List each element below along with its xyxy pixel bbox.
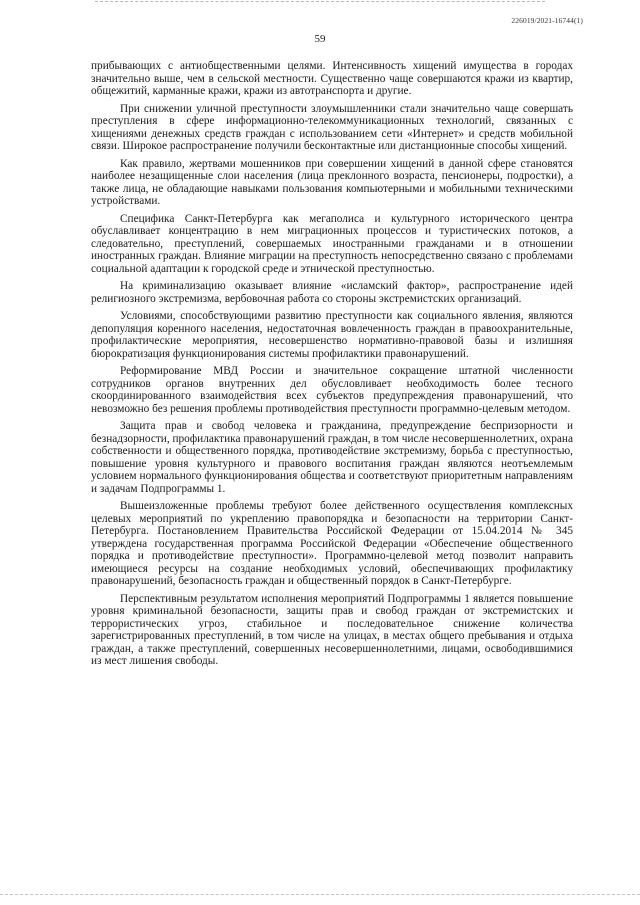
- paragraph: На криминализацию оказывает влияние «исламский фактор», распространение идей религиозного экстремизма, вербовочная работа со стороны экстремистских организаций.: [91, 280, 573, 305]
- paragraph: Защита прав и свобод человека и гражданина, предупреждение беспризорности и безнадзорности, профилактика правонарушений граждан, в том числе несовершеннолетних, охрана собственности и общественного порядка, противодействие экстремизму, борьба с преступностью, повышение уровня культурного и правового воспитания граждан являются неотъемлемым условием нормального функционирования общества и соответствуют приоритетным направлениям и задачам Подпрограммы 1.: [91, 420, 573, 495]
- scan-bottom-rule: [0, 894, 640, 895]
- paragraph: Реформирование МВД России и значительное сокращение штатной численности сотрудников органов внутренних дел обусловливает необходимость более тесного скоординированного взаимодействия всех субъектов предупреждения правонарушений, что невозможно без решения проблемы противодействия преступности программно-целевым методом.: [91, 365, 573, 415]
- document-body: [91, 60, 573, 673]
- scan-top-rule: [95, 1, 545, 2]
- paragraph: При снижении уличной преступности злоумышленники стали значительно чаще совершать преступления в сфере информационно-телекоммуникационных технологий, связанных с хищениями денежных средств граждан с использованием сети «Интернет» и средств мобильной связи. Широкое распространение получили бесконтактные или дистанционные способы хищений.: [91, 102, 573, 152]
- paragraph: Специфика Санкт-Петербурга как мегаполиса и культурного исторического центра обуславливает концентрацию в нем миграционных процессов и туристических потоков, а следовательно, преступлений, совершаемых иностранными гражданами и в отношении иностранных граждан. Влияние миграции на преступность непосредственно связано с проблемами социальной адаптации к городской среде и этнической преступностью.: [91, 212, 573, 275]
- paragraph: Вышеизложенные проблемы требуют более действенного осуществления комплексных целевых мероприятий по укреплению правопорядка и безопасности на территории Санкт-Петербурга. Постановлением Правительства Российской Федерации от 15.04.2014 № 345 утверждена государственная программа Российской Федерации «Обеспечение общественного порядка и противодействие преступности». Программно-целевой метод позволит направить имеющиеся ресурсы на создание необходимых условий, обеспечивающих профилактику правонарушений, безопасность граждан и общественный порядок в Санкт-Петербурге.: [91, 500, 573, 587]
- paragraph: Как правило, жертвами мошенников при совершении хищений в данной сфере становятся наиболее незащищенные слои населения (лица преклонного возраста, пенсионеры, подростки), а также лица, не обладающие навыками пользования компьютерными и мобильными техническими устройствами.: [91, 157, 573, 207]
- paragraph: Условиями, способствующими развитию преступности как социального явления, являются депопуляция коренного населения, недостаточная вовлеченность граждан в правоохранительные, профилактические мероприятия, несовершенство нормативно-правовой базы и излишняя бюрократизация функционирования системы профилактики правонарушений.: [91, 310, 573, 360]
- page-number: 59: [314, 33, 326, 45]
- document-id: 226019/2021-16744(1): [511, 16, 583, 25]
- paragraph-continuation: прибывающих с антиобщественными целями. Интенсивность хищений имущества в городах значительно выше, чем в сельской местности. Существенно чаще совершаются кражи из квартир, общежитий, карманные кражи, кражи из автотранспорта и другие.: [91, 60, 573, 97]
- paragraph: Перспективным результатом исполнения мероприятий Подпрограммы 1 является повышение уровня криминальной безопасности, защиты прав и свобод граждан от экстремистских и террористических угроз, стабильное и последовательное снижение количества зарегистрированных преступлений, в том числе на улицах, в местах общего пребывания и отдыха граждан, а также преступлений, совершенных несовершеннолетними, лицами, освободившимися из мест лишения свободы.: [91, 592, 573, 667]
